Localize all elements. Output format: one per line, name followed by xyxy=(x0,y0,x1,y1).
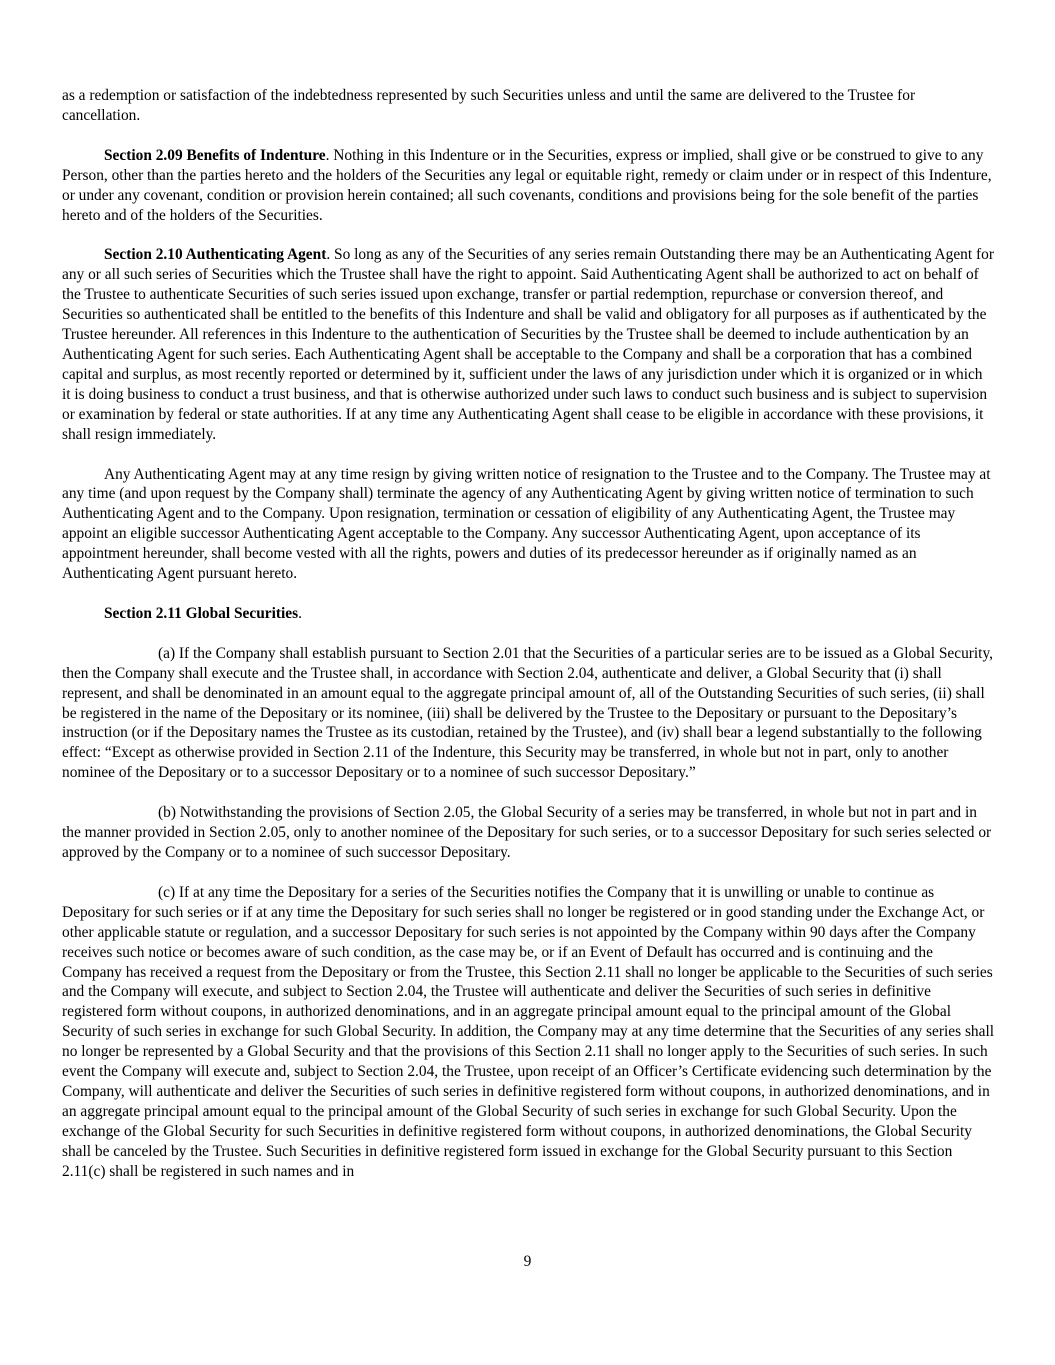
section-2-11-heading-paragraph xyxy=(62,604,994,624)
section-heading: Section 2.11 Global Securities xyxy=(104,604,299,622)
paragraph-continuation xyxy=(62,86,994,126)
section-heading: Section 2.10 Authenticating Agent xyxy=(104,246,327,264)
paragraph-text: (b) Notwithstanding the provisions of Section 2.05, the Global Security of a series may be transferred, in whole but not in part and in the manner provided in Section 2.05, only to another nominee of the Depositary for such series, or to a successor Depositary for such series selected or approved by the Company or to a nominee of such successor Depositary. xyxy=(62,804,992,861)
paragraph-text: . xyxy=(298,604,302,622)
subsection-c-paragraph xyxy=(62,883,994,1182)
subsection-b-paragraph xyxy=(62,803,994,863)
paragraph-text: . So long as any of the Securities of any series remain Outstanding there may be an Authenticating Agent for any or all such series of Securities which the Trustee shall have the right to appoint. Said Authenticating Agent shall be authorized to act on behalf of the Trustee to authenticate Securities of such series issued upon exchange, transfer or partial redemption, repurchase or conversion thereof, and Securities so authenticated shall be entitled to the benefits of this Indenture and shall be valid and obligatory for all purposes as if authenticated by the Trustee hereunder. All references in this Indenture to the authentication of Securities by the Trustee shall be deemed to include authentication by an Authenticating Agent for such series. Each Authenticating Agent shall be acceptable to the Company and shall be a corporation that has a combined capital and surplus, as most recently reported or determined by it, sufficient under the laws of any jurisdiction under which it is organized or in which it is doing business to conduct a trust business, and that is otherwise authorized under such laws to conduct such business and is subject to supervision or examination by federal or state authorities. If at any time any Authenticating Agent shall cease to be eligible in accordance with these provisions, it shall resign immediately. xyxy=(62,246,994,443)
paragraph-text: as a redemption or satisfaction of the indebtedness represented by such Securities unless and until the same are delivered to the Trustee for cancellation. xyxy=(62,87,916,124)
subsection-a-paragraph xyxy=(62,644,994,783)
section-heading: Section 2.09 Benefits of Indenture xyxy=(104,146,326,164)
paragraph-text: (a) If the Company shall establish pursuant to Section 2.01 that the Securities of a particular series are to be issued as a Global Security, then the Company shall execute and the Trustee shall, in accordance with Section 2.04, authenticate and deliver, a Global Security that (i) shall represent, and shall be denominated in an amount equal to the aggregate principal amount of, all of the Outstanding Securities of such series, (ii) shall be registered in the name of the Depositary or its nominee, (iii) shall be delivered by the Trustee to the Depositary or pursuant to the Depositary’s instruction (or if the Depositary names the Trustee as its custodian, retained by the Trustee), and (iv) shall bear a legend substantially to the following effect: “Except as otherwise provided in Section 2.11 of the Indenture, this Security may be transferred, in whole but not in part, only to another nominee of the Depositary or to a successor Depositary or to a nominee of such successor Depositary.” xyxy=(62,644,993,782)
paragraph-text: (c) If at any time the Depositary for a series of the Securities notifies the Company that it is unwilling or unable to continue as Depositary for such series or if at any time the Depositary for such series shall no longer be registered or in good standing under the Exchange Act, or other applicable statute or regulation, and a successor Depositary for such series is not appointed by the Company within 90 days after the Company receives such notice or becomes aware of such condition, as the case may be, or if an Event of Default has occurred and is continuing and the Company has received a request from the Depositary or from the Trustee, this Section 2.11 shall no longer be applicable to the Securities of such series and the Company will execute, and subject to Section 2.04, the Trustee will authenticate and deliver the Securities of such series in definitive registered form without coupons, in authorized denominations, and in an aggregate principal amount equal to the principal amount of the Global Security of such series in exchange for such Global Security. In addition, the Company may at any time determine that the Securities of any series shall no longer be represented by a Global Security and that the provisions of this Section 2.11 shall no longer apply to the Securities of such series. In such event the Company will execute and, subject to Section 2.04, the Trustee, upon receipt of an Officer’s Certificate evidencing such determination by the Company, will authenticate and deliver the Securities of such series in definitive registered form without coupons, in authorized denominations, and in an aggregate principal amount equal to the principal amount of the Global Security of such series in exchange for such Global Security. Upon the exchange of the Global Security for such Securities in definitive registered form without coupons, in authorized denominations, the Global Security shall be canceled by the Trustee. Such Securities in definitive registered form issued in exchange for the Global Security pursuant to this Section 2.11(c) shall be registered in such names and in xyxy=(62,883,995,1180)
paragraph-text: Any Authenticating Agent may at any time resign by giving written notice of resignation to the Trustee and to the Company. The Trustee may at any time (and upon request by the Company shall) terminate the agency of any Authenticating Agent by giving written notice of termination to such Authenticating Agent and to the Company. Upon resignation, termination or cessation of eligibility of any Authenticating Agent, the Trustee may appoint an eligible successor Authenticating Agent acceptable to the Company. Any successor Authenticating Agent, upon acceptance of its appointment hereunder, shall become vested with all the rights, powers and duties of its predecessor hereunder as if originally named as an Authenticating Agent pursuant hereto. xyxy=(62,465,991,583)
authenticating-agent-resignation-paragraph xyxy=(62,465,994,584)
section-2-10-paragraph xyxy=(62,245,994,444)
page-number: 9 xyxy=(523,1253,532,1270)
paragraph-text: . Nothing in this Indenture or in the Securities, express or implied, shall give or be construed to give to any Person, other than the parties hereto and the holders of the Securities any legal or equitable right, remedy or claim under or in respect of this Indenture, or under any covenant, condition or provision herein contained; all such covenants, conditions and provisions being for the sole benefit of the parties hereto and of the holders of the Securities. xyxy=(62,146,992,224)
document-page xyxy=(62,86,994,1202)
section-2-09-paragraph xyxy=(62,146,994,226)
